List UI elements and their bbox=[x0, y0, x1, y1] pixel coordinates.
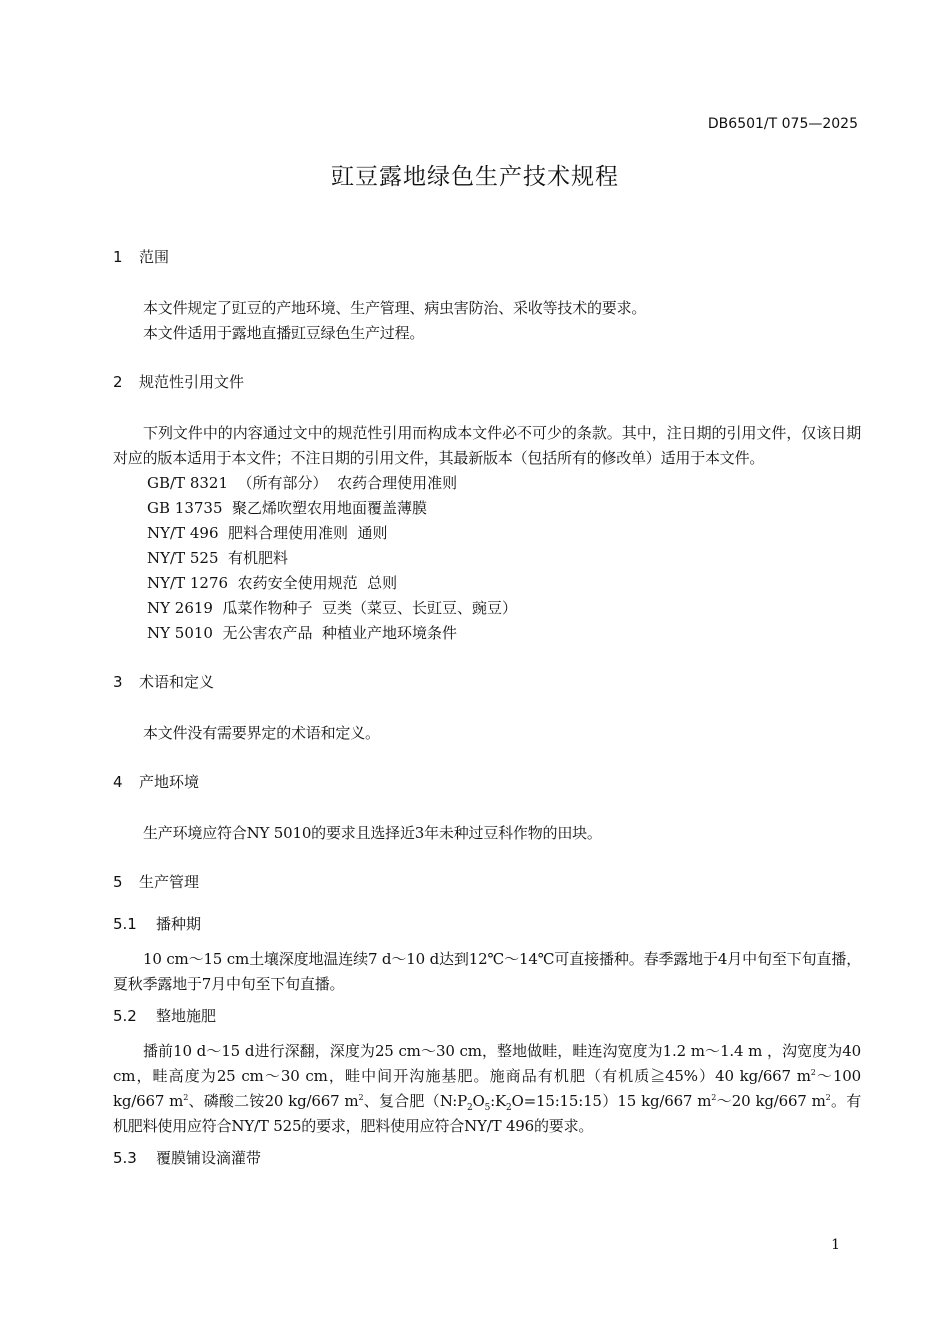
section-heading-production-management: 5 生产管理 bbox=[113, 873, 200, 891]
paragraph: 本文件适用于露地直播豇豆绿色生产过程。 bbox=[143, 324, 425, 342]
paragraph: 10 cm～15 cm土壤深度地温连续7 d～10 d达到12℃～14℃可直接播种。春季露地于4月中旬至下旬直播，夏秋季露地于7月中旬至下旬直播。 bbox=[113, 950, 861, 993]
subsection-heading-mulching-drip: 5.3 覆膜铺设滴灌带 bbox=[113, 1149, 262, 1167]
document-title: 豇豆露地绿色生产技术规程 bbox=[331, 164, 619, 190]
reference-item: NY/T 525 有机肥料 bbox=[147, 549, 289, 567]
paragraph: 本文件规定了豇豆的产地环境、生产管理、病虫害防治、采收等技术的要求。 bbox=[143, 299, 647, 317]
paragraph: 本文件没有需要界定的术语和定义。 bbox=[143, 724, 380, 742]
subsection-heading-sowing-period: 5.1 播种期 bbox=[113, 915, 202, 933]
reference-item: NY/T 1276 农药安全使用规范 总则 bbox=[147, 574, 398, 592]
page-number: 1 bbox=[831, 1237, 840, 1253]
section-heading-environment: 4 产地环境 bbox=[113, 773, 200, 791]
document-code: DB6501/T 075—2025 bbox=[707, 116, 858, 132]
paragraph-fertilization: 播前10 d～15 d进行深翻，深度为25 cm～30 cm，整地做畦，畦连沟宽度为1.2 m～1.4 m ，沟宽度为40 cm，畦高度为25 cm～30 cm，畦中间开沟施基肥。施商品有机肥（有机质≧45%）40 kg/667 $m^2\sim 100$ kg/667 $m^2$、磷酸二铵20 kg/667 $m^2$、复合肥$(N:P_2O_5:K_2O=15:15:15)15$ kg/667 $m^2\sim 20$ kg/667 $m^2$。有机肥料使用应符合NY/T 525的要求，肥料使用应符合NY/T 496的要求。 bbox=[113, 1042, 861, 1135]
section-heading-normative-references: 2 规范性引用文件 bbox=[113, 373, 245, 391]
paragraph: 下列文件中的内容通过文中的规范性引用而构成本文件必不可少的条款。其中，注日期的引用文件，仅该日期对应的版本适用于本文件；不注日期的引用文件，其最新版本（包括所有的修改单）适用于本文件。 bbox=[113, 424, 861, 467]
document-body bbox=[113, 246, 861, 1169]
reference-item: NY 5010 无公害农产品 种植业产地环境条件 bbox=[147, 624, 458, 642]
paragraph: 生产环境应符合NY 5010的要求且选择近3年未种过豆科作物的田块。 bbox=[143, 824, 602, 842]
reference-item: NY 2619 瓜菜作物种子 豆类（菜豆、长豇豆、豌豆） bbox=[147, 599, 518, 617]
section-heading-terms: 3 术语和定义 bbox=[113, 673, 215, 691]
subsection-heading-fertilization: 5.2 整地施肥 bbox=[113, 1007, 217, 1025]
section-heading-scope: 1 范围 bbox=[113, 248, 170, 266]
reference-item: GB/T 8321 （所有部分） 农药合理使用准则 bbox=[147, 474, 458, 492]
reference-item: NY/T 496 肥料合理使用准则 通则 bbox=[147, 524, 388, 542]
reference-item: GB 13735 聚乙烯吹塑农用地面覆盖薄膜 bbox=[147, 499, 428, 517]
